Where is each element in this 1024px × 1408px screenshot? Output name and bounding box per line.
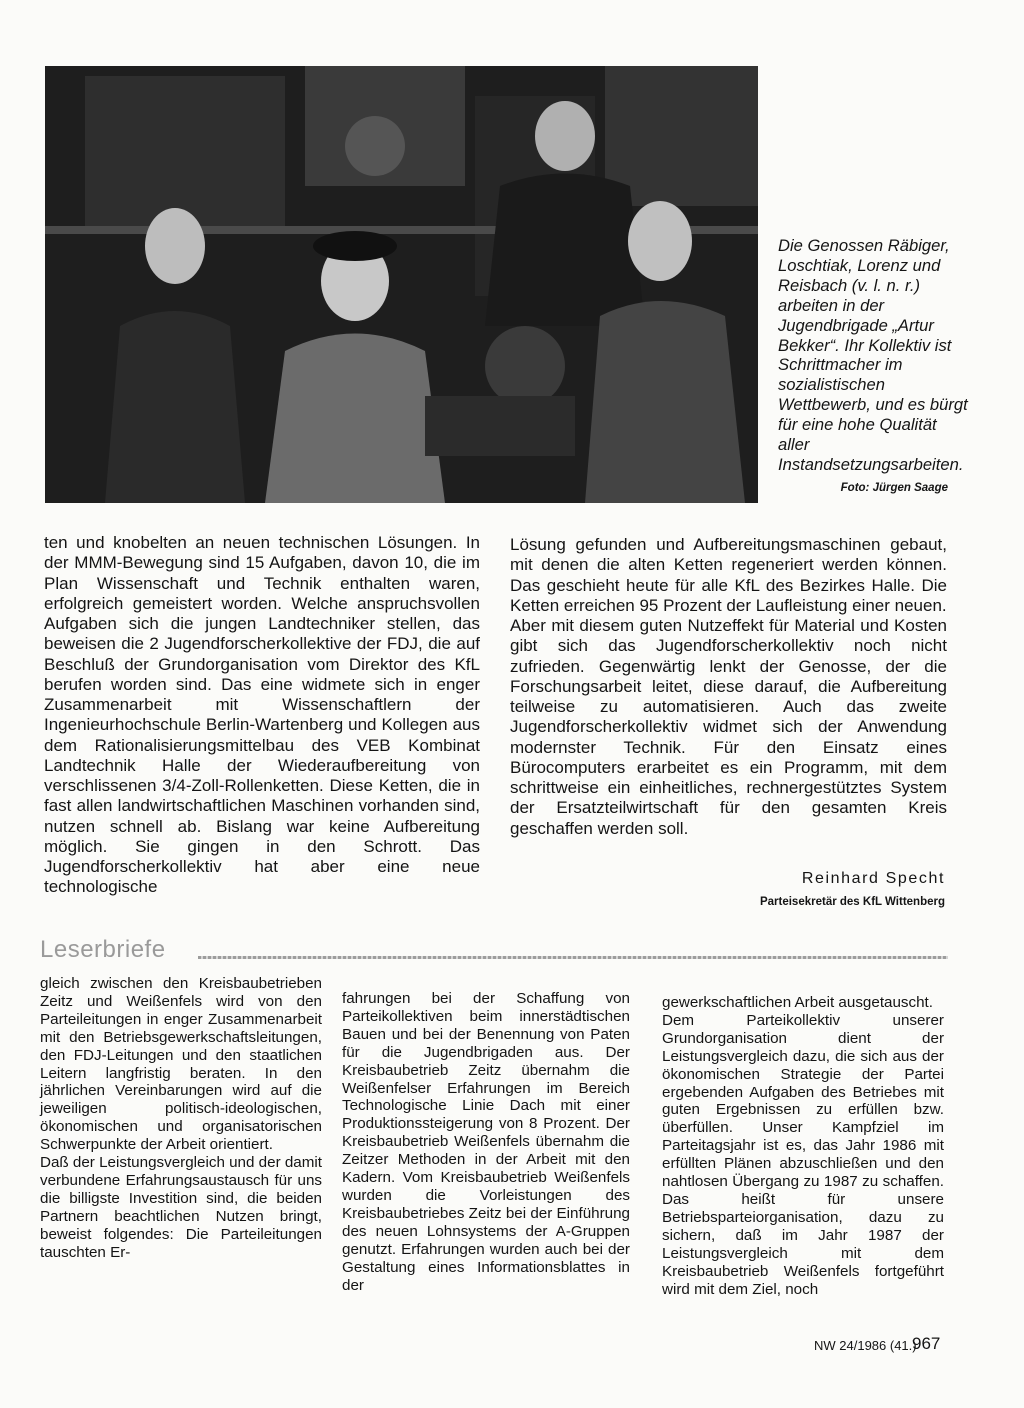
- page-number: 967: [912, 1334, 941, 1353]
- photo-four-men-workshop-icon: [45, 66, 758, 503]
- article-column-2: [510, 533, 947, 839]
- photo-caption: [778, 236, 968, 495]
- letters-column-2: [342, 990, 630, 1294]
- article-paragraph: Lösung gefunden und Aufbereitungsmaschinen gebaut, mit denen die alten Ketten regeneriert werden können. Das geschieht heute für alle KfL des Bezirkes Halle. Die Ketten erreichen 95 Prozent der Laufleistung einer neuen.: [510, 535, 947, 615]
- article-author: Reinhard Specht: [801, 870, 945, 887]
- section-rule: [198, 956, 948, 959]
- letters-paragraph: gewerkschaftlichen Arbeit ausgetauscht.: [662, 994, 934, 1011]
- letters-column-3: [662, 994, 944, 1298]
- photo-credit: Foto: Jürgen Saage: [840, 481, 948, 494]
- article-photo: [45, 66, 758, 503]
- article-paragraph: Aber mit diesem guten Nutzeffekt für Material und Kosten gibt sich das Jugendforscherkollektiv noch nicht zufrieden. Gegenwärtig lenkt der Genosse, der die Forschungsarbeit leitet, diese darauf, die Aufbereitung teilweise zu automatisieren. Auch das zweite Jugendforscherkollektiv widmet sich der Anwendung modernster Technik. Für den Einsatz eines Bürocomputers erarbeitet es ein Programm, mit dem schrittweise ein einheitliches, rechnergestütztes System der Ersatzteilwirtschaft für den gesamten Kreis geschaffen werden soll.: [510, 616, 947, 838]
- letters-paragraph: fahrungen bei der Schaffung von Parteikollektiven beim innerstädtischen Bauen und bei der Benennung von Paten für die Jugendbrigaden aus. Der Kreisbaubetrieb Zeitz übernahm die Weißenfelser Erfahrungen im Bereich Technologische Linie Dach mit einer Produktionssteigerung von 8 Prozent. Der Kreisbaubetrieb Weißenfels übernahm die Zeitzer Methoden in der Arbeit mit den Kadern. Vom Kreisbaubetrieb Weißenfels wurden die Vorleistungen des Kreisbaubetriebes Zeitz bei der Einführung des neuen Lohnsystems der A-Gruppen genutzt. Erfahrungen wurden auch bei der Gestaltung eines Informationsblattes in der: [342, 990, 630, 1294]
- section-heading-leserbriefe: Leserbriefe: [40, 936, 166, 963]
- letters-column-1: [40, 975, 322, 1262]
- letters-paragraph: Daß der Leistungsvergleich und der damit verbundene Erfahrungsaustausch für uns die billigste Investition sind, die beiden Partnern beachtlichen Nutzen bringt, beweist folgendes: Die Parteileitungen tauschten Er-: [40, 1154, 322, 1261]
- letters-paragraph: gleich zwischen den Kreisbaubetrieben Zeitz und Weißenfels wird von den Parteileitungen in enger Zusammenarbeit mit den Betriebsgewerkschaftsleitungen, den FDJ-Leitungen und den staatlichen Leitern langfristig beraten. In den jährlichen Vereinbarungen wird auf die jeweiligen politisch-ideologischen, ökonomischen und organisatorischen Schwerpunkte der Arbeit orientiert.: [40, 975, 322, 1154]
- letters-paragraph: Dem Parteikollektiv unserer Grundorganisation dient der Leistungsvergleich dazu, die sich aus der ökonomischen Strategie der Partei ergebenden Aufgaben des Betriebes mit guten Ergebnissen zu erfüllen bzw. überfüllen. Unser Kampfziel im Parteitagsjahr ist es, das Jahr 1986 mit erfüllten Plänen abzuschließen und den nahtlosen Übergang zu 1987 zu schaffen. Das heißt für unsere Betriebsparteiorganisation, dazu zu sichern, daß im Jahr 1987 der Leistungsvergleich mit dem Kreisbaubetrieb Weißenfels fortgeführt wird mit dem Ziel, noch: [662, 1011, 944, 1298]
- caption-text: Die Genossen Räbiger, Loschtiak, Lorenz und Reisbach (v. l. n. r.) arbeiten in der Jugendbrigade „Artur Bekker“. Ihr Kollektiv ist Schrittmacher im sozialistischen Wettbewerb, und es bürgt für eine hohe Qualität aller Instandsetzungsarbeiten.: [778, 236, 968, 474]
- issue-label: NW 24/1986 (41.): [814, 1338, 917, 1353]
- article-column-1: [44, 533, 480, 898]
- article-author-role: Parteisekretär des KfL Wittenberg: [759, 896, 945, 908]
- article-paragraph: ten und knobelten an neuen technischen Lösungen. In der MMM-Bewegung sind 15 Aufgaben, davon 10, die im Plan Wissenschaft und Technik enthalten waren, erfolgreich gemeistert worden. Welche anspruchsvollen Aufgaben sich die jungen Landtechniker stellen, das beweisen die 2 Jugendforscherkollektive der FDJ, die auf Beschluß der Grundorganisation vom Direktor des KfL berufen worden sind. Das eine widmete sich in enger Zusammenarbeit mit Wissenschaftlern der Ingenieurhochschule Berlin-Wartenberg und Kollegen aus dem Rationalisierungsmittelbau des VEB Kombinat Landtechnik Halle der Wiederaufbereitung von verschlissenen 3/4-Zoll-Rollenketten. Diese Ketten, die in fast allen landwirtschaftlichen Maschinen vorhanden sind, nutzen schnell ab. Bislang war keine Aufbereitung möglich. Sie gingen in den Schrott. Das Jugendforscherkollektiv hat aber eine neue technologische: [44, 533, 480, 897]
